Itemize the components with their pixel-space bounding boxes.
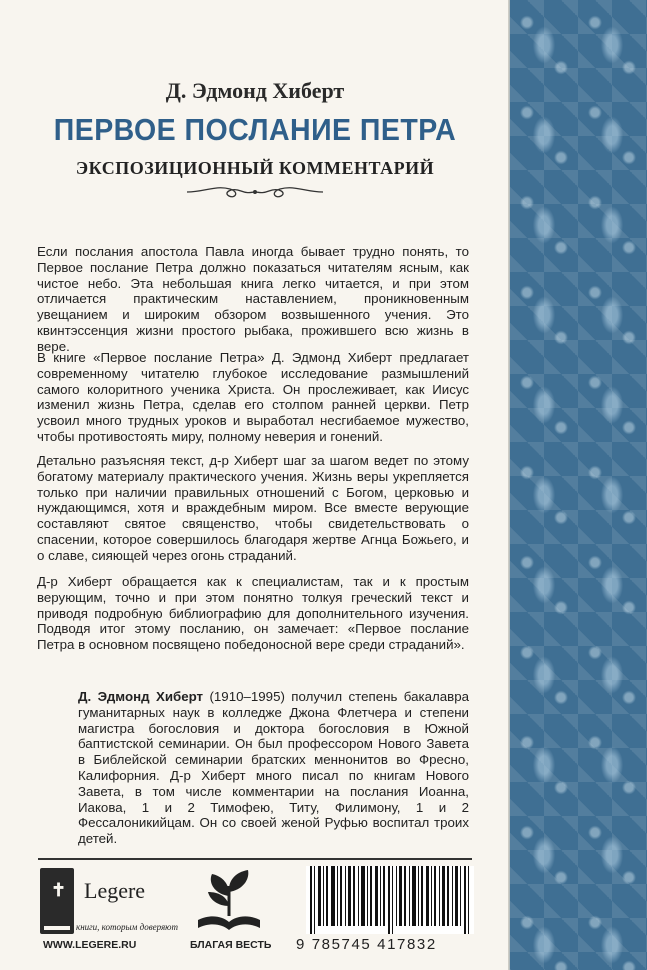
description-paragraph-4: Д-р Хиберт обращается как к специалистам, так и к простым верующим, точно и при этом понятно толкуя греческий текст и приводя подробную библиографию для дополнительного изучения. Подводя итог этому посланию, он замечает: «Первое послание Петра в основном посвящено победоносной вере среди страданий». — [37, 574, 469, 653]
barcode — [306, 866, 474, 934]
publisher-logo — [40, 868, 179, 938]
description-paragraph-1: Если послания апостола Павла иногда бывает трудно понять, то Первое послание Петра должно показаться читателям ясным, как чистое небо. Эта небольшая книга легко читается, и при этом отличается практическим наставлением, проникновенным увещанием и широким обзором возвышенного учения. Это квинтэссенция жизни простого рыбака, прожившего всю жизнь в вере. — [37, 244, 469, 354]
description-paragraph-3: Детально разъясняя текст, д-р Хиберт шаг за шагом ведет по этому богатому материалу практического учения. Жизнь веры укрепляется только при наличии правильных отношений с Богом, церковью и нуждающимся, хотя и враждебным миром. Все вместе верующие составляют святое священство, чтобы свидетельствовать о спасении, которое совершилось благодаря жертве Агнца Божьего, и о славе, сияющей через огонь страданий. — [37, 453, 469, 563]
bio-text: (1910–1995) получил степень бакалавра гуманитарных наук в колледже Джона Флетчера и степени магистра богословия и доктора богословия в Южной баптистской семинарии. Он был профессором Нового Завета в Библейской семинарии братских меннонитов во Фресно, Калифорния. Д-р Хиберт много писал по книгам Нового Завета, в том числе комментарии на послания Иоанна, Иакова, 1 и 2 Тимофею, Титу, Филимону, 1 и 2 Фессалоникийцам. Он со своей женой Руфью воспитал троих детей. — [78, 689, 469, 847]
bio-author-name: Д. Эдмонд Хиберт — [78, 689, 204, 704]
partner-name: БЛАГАЯ ВЕСТЬ — [190, 939, 272, 951]
ornament-divider — [185, 181, 325, 203]
description-paragraph-2: В книге «Первое послание Петра» Д. Эдмонд Хиберт предлагает современному читателю глубокое исследование размышлений самого колоритного ученика Христа. Он прослеживает, как Иисус изменил жизнь Петра, сделав его столпом ранней церкви. Петр усвоил много трудных уроков и выработал несгибаемое мужество, чтобы противостоять миру, полному неверия и гонений. — [37, 350, 469, 444]
book-subtitle: ЭКСПОЗИЦИОННЫЙ КОММЕНТАРИЙ — [75, 158, 435, 178]
spine-damask-pattern — [510, 0, 647, 970]
open-book-icon — [198, 916, 260, 930]
plant-icon — [192, 866, 266, 936]
author-bio — [78, 689, 469, 847]
publisher-name: Legere — [84, 878, 146, 903]
author-name: Д. Эдмонд Хиберт — [165, 78, 345, 103]
footer-divider — [38, 858, 472, 860]
bookmark-icon — [40, 868, 74, 934]
cross-icon: ✝ — [51, 880, 67, 900]
publisher-url: WWW.LEGERE.RU — [43, 939, 137, 951]
isbn-digits: 9 785745 417832 — [296, 936, 437, 953]
book-title: ПЕРВОЕ ПОСЛАНИЕ ПЕТРА — [53, 112, 457, 147]
publisher-tagline: книги, которым доверяют — [76, 922, 179, 932]
